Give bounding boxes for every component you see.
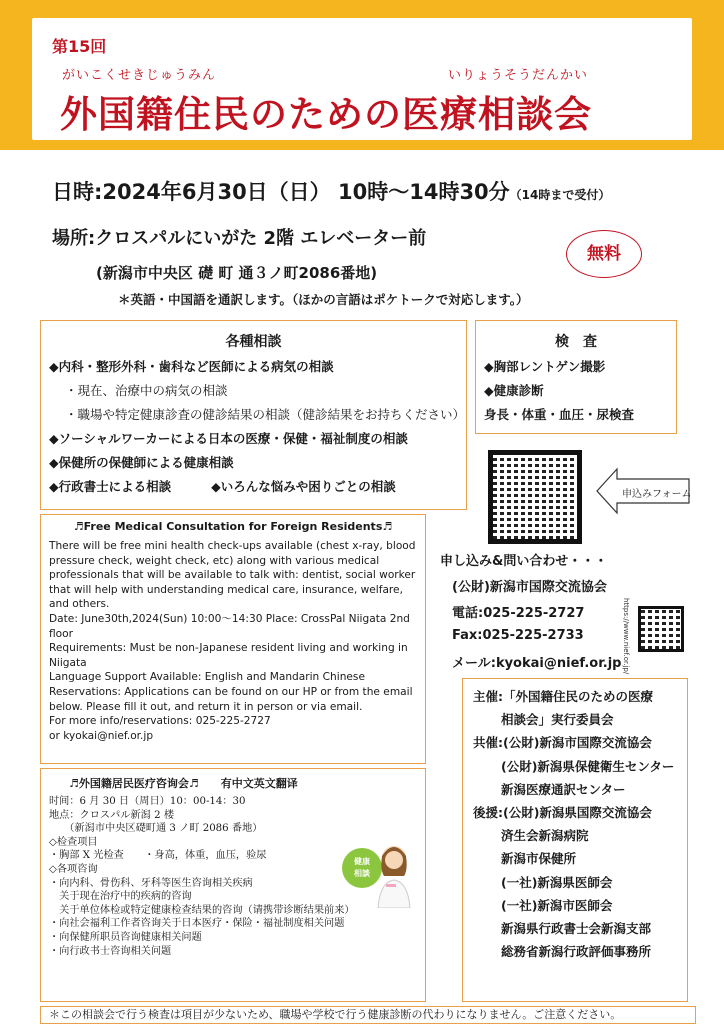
chinese-line: 关于单位体检或特定健康检查结果的咨询（请携带诊断结果前来） <box>49 904 355 916</box>
consultation-item: ◆保健所の保健師による健康相談 <box>49 455 234 470</box>
consultation-item-row <box>49 477 466 495</box>
organizer-line: 新潟医療通訳センター <box>501 781 626 797</box>
checkup-title: 検 査 <box>555 334 597 350</box>
organizer-line: 新潟市保健所 <box>501 851 577 867</box>
english-body <box>49 539 417 743</box>
english-paragraph: or kyokai@nief.or.jp <box>49 729 154 742</box>
organizer-line: 総務省新潟行政評価事務所 <box>501 944 652 960</box>
chinese-line: 关于现在治疗中的疾病的咨询 <box>49 891 192 903</box>
consultation-item: ◆内科・整形外科・歯科など医師による病気の相談 <box>49 359 334 374</box>
checkup-box <box>475 320 677 434</box>
chinese-line: 时间：6 月 30 日（周日）10：00-14：30 <box>49 796 246 807</box>
organizer-line: 主催:「外国籍住民のための医療 <box>473 689 653 704</box>
contact-email[interactable]: メール:kyokai@nief.or.jp <box>452 656 622 671</box>
event-address: (新潟市中央区 礎 町 通３ノ町2086番地) <box>96 264 378 282</box>
organizer-line: (公財)新潟県保健衛生センター <box>501 758 675 774</box>
contact-fax: Fax:025-225-2733 <box>452 628 584 643</box>
organizers-box <box>462 678 688 1002</box>
consultation-item: ◆いろんな悩みや困りごとの相談 <box>211 479 396 494</box>
contact-org: (公財)新潟市国際交流協会 <box>452 580 607 595</box>
checkup-item: ◆健康診断 <box>484 383 544 398</box>
consultation-item: ◆ソーシャルワーカーによる日本の医療・保健・福祉制度の相談 <box>49 431 408 446</box>
chinese-line: ・向行政书士咨询相关问题 <box>49 945 172 957</box>
english-paragraph: There will be free mini health check-ups available (chest x-ray, blood pressure check, weight check, etc) along with various medical professionals that will be available to talk with: dentist, social worker that will help with understanding medical care, insurance, welfare, and others. <box>49 540 416 611</box>
event-date-note: （14時まで受付） <box>509 188 611 202</box>
organizer-line: (一社)新潟市医師会 <box>501 897 613 913</box>
english-title: ♬Free Medical Consultation for Foreign Residents♬ <box>73 520 393 533</box>
english-info-box <box>40 514 426 764</box>
application-qr-code[interactable] <box>488 450 582 544</box>
language-note: ＊英語・中国語を通訳します。（ほかの言語はポケトークで対応します。） <box>118 292 529 307</box>
nurse-label-top: 健康 <box>354 857 370 866</box>
organizer-line: 共催:(公財)新潟市国際交流協会 <box>473 735 652 751</box>
chinese-line: ・向社会福利工作者咨询关于日本医疗・保险・福祉制度相关问题 <box>49 918 345 930</box>
application-form-label: 申込みフォーム <box>622 489 692 500</box>
website-qr-code[interactable] <box>638 606 684 652</box>
organizer-line: (一社)新潟県医師会 <box>501 874 613 890</box>
chinese-line: ◇检查项目 <box>49 836 98 848</box>
nurse-label-bottom: 相談 <box>354 869 370 878</box>
consultation-title: 各種相談 <box>225 334 282 350</box>
page-title: 外国籍住民のための医療相談会 <box>60 93 592 136</box>
checkup-item: ◆胸部レントゲン撮影 <box>484 359 606 374</box>
english-paragraph: Requirements: Must be non-Japanese resident living and working in Niigata <box>49 642 408 669</box>
chinese-line: （新潟市中央区礎町通 3 ノ町 2086 番地） <box>49 823 263 835</box>
consultation-item: ◆行政書士による相談 <box>49 479 172 494</box>
organizer-line: 後援:(公財)新潟県国際交流協会 <box>473 805 652 821</box>
chinese-line: ・胸部 X 光检查 ・身高，体重，血压，验尿 <box>49 850 267 862</box>
chinese-title: ♬外国籍居民医疗咨询会♬ 有中文英文翻译 <box>69 777 298 790</box>
english-paragraph: For more info/reservations: 025-225-2727 <box>49 715 271 728</box>
footnote: ＊この相談会で行う検査は項目が少ないため、職場や学校で行う健康診断の代わりになりません。ご注意ください。 <box>40 1006 696 1024</box>
english-paragraph: Language Support Available: English and Mandarin Chinese <box>49 671 365 684</box>
chinese-line: ・向内科、骨伤科、牙科等医生咨询相关疾病 <box>49 877 253 889</box>
organizer-line: 新潟県行政書士会新潟支部 <box>501 921 652 937</box>
title-ruby-left: がいこくせきじゅうみん <box>62 68 217 83</box>
organizer-line: 相談会」実行委員会 <box>501 712 614 728</box>
english-paragraph: Date: June30th,2024(Sun) 10:00～14:30 Place: CrossPal Niigata 2nd floor <box>49 612 410 640</box>
checkup-item: 身長・体重・血圧・尿検査 <box>484 407 635 422</box>
edition-label: 第15回 <box>52 37 107 56</box>
chinese-line: 地点：クロスパル新潟 2 楼 <box>49 809 175 821</box>
event-date <box>52 176 610 206</box>
consultation-subitem: ・現在、治療中の病気の相談 <box>65 383 228 398</box>
consultation-subitem: ・職場や特定健康診査の健診結果の相談（健診結果をお持ちください） <box>65 407 466 422</box>
contact-tel: 電話:025-225-2727 <box>452 606 585 621</box>
title-ruby-right: いりょうそうだんかい <box>448 68 589 83</box>
chinese-line: ・向保健所职员咨询健康相关问题 <box>49 931 202 943</box>
consultation-box <box>40 320 467 510</box>
organizers-list <box>473 685 687 963</box>
organizer-line: 済生会新潟病院 <box>501 828 589 844</box>
website-url[interactable]: https://www.nief.or.jp/ <box>622 598 630 675</box>
event-place: 場所:クロスパルにいがた 2階 エレベーター前 <box>52 228 427 249</box>
event-date-main: 日時:2024年6月30日（日） 10時～14時30分 <box>52 180 510 204</box>
contact-title: 申し込み&問い合わせ・・・ <box>440 554 608 569</box>
chinese-line: ◇各项咨询 <box>49 863 98 875</box>
english-paragraph: Reservations: Applications can be found on our HP or from the email below. Please fill it out, and return it in person or via email. <box>49 685 413 713</box>
nurse-illustration <box>338 830 416 908</box>
free-badge: 無料 <box>566 230 642 278</box>
